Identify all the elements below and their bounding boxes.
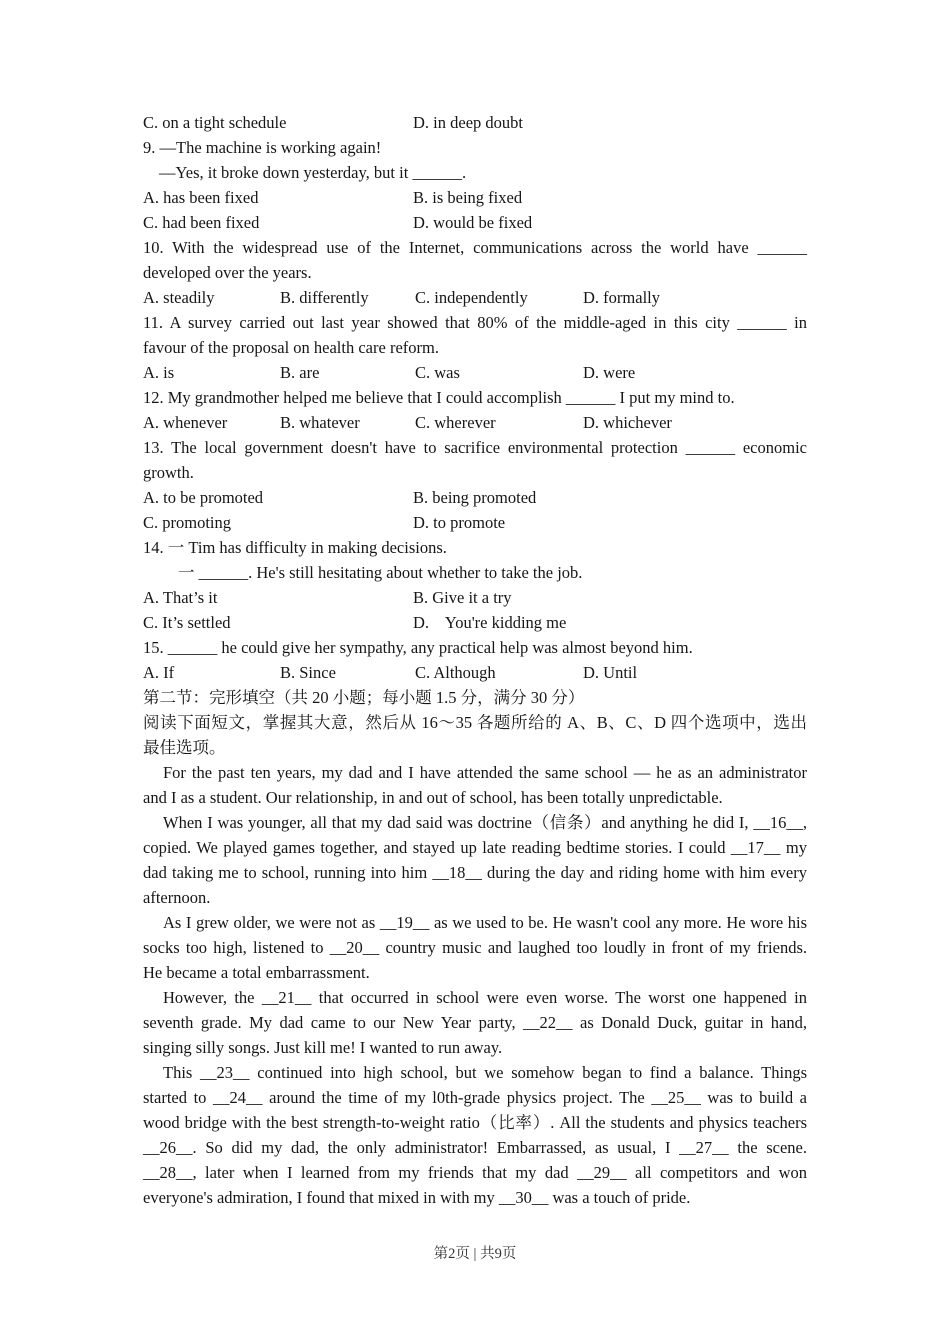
- question-15-option-b: B. Since: [280, 663, 336, 682]
- question-12-stem: 12. My grandmother helped me believe that I could accomplish ______ I put my mind to.: [143, 388, 735, 407]
- question-12-option-a: A. whenever: [143, 413, 228, 432]
- passage-line: For the past ten years, my dad and I have attended the same school — he as an administrator: [163, 763, 807, 782]
- question-11-option-c: C. was: [415, 363, 460, 382]
- question-11-option-a: A. is: [143, 363, 175, 382]
- question-9-option-a: A. has been fixed: [143, 188, 259, 207]
- question-11-option-b: B. are: [280, 363, 320, 382]
- question-8-option-d: D. in deep doubt: [413, 113, 523, 132]
- passage-line: However, the __21__ that occurred in school were even worse. The worst one happened in: [163, 988, 807, 1007]
- question-9-option-d: D. would be fixed: [413, 213, 533, 232]
- question-10-option-b: B. differently: [280, 288, 369, 307]
- question-15-option-a: A. If: [143, 663, 175, 682]
- question-10-stem-line2: developed over the years.: [143, 263, 312, 282]
- question-13-option-a: A. to be promoted: [143, 488, 264, 507]
- passage-line: started to __24__ around the time of my l0th-grade physics project. The __25__ was to build a: [143, 1088, 807, 1107]
- question-8-options-cd: [143, 110, 807, 135]
- section2-heading: 第二节：完形填空（共 20 小题；每小题 1.5 分，满分 30 分）: [143, 688, 585, 707]
- question-15-options: [143, 660, 807, 685]
- question-9-options-ab: [143, 185, 807, 210]
- passage-line: singing silly songs. Just kill me! I wanted to run away.: [143, 1038, 503, 1057]
- passage-line: This __23__ continued into high school, but we somehow began to find a balance. Things: [163, 1063, 807, 1082]
- question-15-option-c: C. Although: [415, 663, 496, 682]
- passage-line: socks too high, listened to __20__ country music and laughed too loudly in front of my friends.: [143, 938, 807, 957]
- question-10-option-c: C. independently: [415, 288, 528, 307]
- question-13-stem-line2: growth.: [143, 463, 194, 482]
- section2-instructions-line2: 最佳选项。: [143, 738, 226, 757]
- question-11-stem-line1: 11. A survey carried out last year showed that 80% of the middle-aged in this city ______ in: [143, 313, 807, 332]
- passage-line: __26__. So did my dad, the only administrator! Embarrassed, as usual, I __27__ the scene.: [143, 1138, 807, 1157]
- question-14-option-d: D. You're kidding me: [413, 613, 567, 632]
- passage-line: afternoon.: [143, 888, 211, 907]
- passage-line: dad taking me to school, running into him __18__ during the day and riding home with him every: [143, 863, 807, 882]
- question-9-option-b: B. is being fixed: [413, 188, 523, 207]
- question-14-option-b: B. Give it a try: [413, 588, 512, 607]
- question-10-option-a: A. steadily: [143, 288, 215, 307]
- question-13-option-d: D. to promote: [413, 513, 506, 532]
- question-14-stem-line2: 一 ______. He's still hesitating about whether to take the job.: [178, 563, 583, 582]
- question-14-stem-line1: 14. 一 Tim has difficulty in making decisions.: [143, 538, 447, 557]
- question-12-option-c: C. wherever: [415, 413, 496, 432]
- question-10-option-d: D. formally: [583, 288, 660, 307]
- passage-line: everyone's admiration, I found that mixed in with my __30__ was a touch of pride.: [143, 1188, 691, 1207]
- section2-instructions-line1: 阅读下面短文，掌握其大意，然后从 16〜35 各题所给的 A、B、C、D 四个选项中，选出: [143, 713, 807, 732]
- passage-line: copied. We played games together, and stayed up late reading bedtime stories. I could __17__ my: [143, 838, 807, 857]
- question-12-options: [143, 410, 807, 435]
- question-14-options-cd: [143, 610, 807, 635]
- question-12-option-d: D. whichever: [583, 413, 672, 432]
- question-14-options-ab: [143, 585, 807, 610]
- question-9-options-cd: [143, 210, 807, 235]
- question-11-options: [143, 360, 807, 385]
- passage-line: As I grew older, we were not as __19__ as we used to be. He wasn't cool any more. He wore his: [163, 913, 807, 932]
- question-10-stem-line1: 10. With the widespread use of the Internet, communications across the world have ______: [143, 238, 807, 257]
- question-13-option-c: C. promoting: [143, 513, 232, 532]
- question-14-option-a: A. That’s it: [143, 588, 218, 607]
- question-9-stem-line1: 9. —The machine is working again!: [143, 138, 382, 157]
- question-11-stem-line2: favour of the proposal on health care reform.: [143, 338, 439, 357]
- question-12-option-b: B. whatever: [280, 413, 360, 432]
- passage-line: __28__, later when I learned from my friends that my dad __29__ all competitors and won: [143, 1163, 807, 1182]
- question-9-stem-line2: —Yes, it broke down yesterday, but it ______.: [159, 163, 467, 182]
- page-number-indicator: 第2页 | 共9页: [433, 1246, 517, 1262]
- passage-line: wood bridge with the best strength-to-weight ratio（比率）. All the students and physics teachers: [143, 1113, 807, 1132]
- question-13-options-ab: [143, 485, 807, 510]
- passage-line: and I as a student. Our relationship, in and out of school, has been totally unpredictable.: [143, 788, 723, 807]
- passage-line: seventh grade. My dad came to our New Year party, __22__ as Donald Duck, guitar in hand,: [143, 1013, 807, 1032]
- passage-line: When I was younger, all that my dad said was doctrine（信条）and anything he did I, __16__,: [163, 813, 807, 832]
- question-15-option-d: D. Until: [583, 663, 638, 682]
- question-8-option-c: C. on a tight schedule: [143, 113, 287, 132]
- question-10-options: [143, 285, 807, 310]
- question-13-options-cd: [143, 510, 807, 535]
- question-14-option-c: C. It’s settled: [143, 613, 231, 632]
- passage-line: He became a total embarrassment.: [143, 963, 370, 982]
- question-13-stem-line1: 13. The local government doesn't have to sacrifice environmental protection ______ economic: [143, 438, 807, 457]
- question-11-option-d: D. were: [583, 363, 636, 382]
- question-13-option-b: B. being promoted: [413, 488, 537, 507]
- question-9-option-c: C. had been fixed: [143, 213, 260, 232]
- question-15-stem: 15. ______ he could give her sympathy, any practical help was almost beyond him.: [143, 638, 693, 657]
